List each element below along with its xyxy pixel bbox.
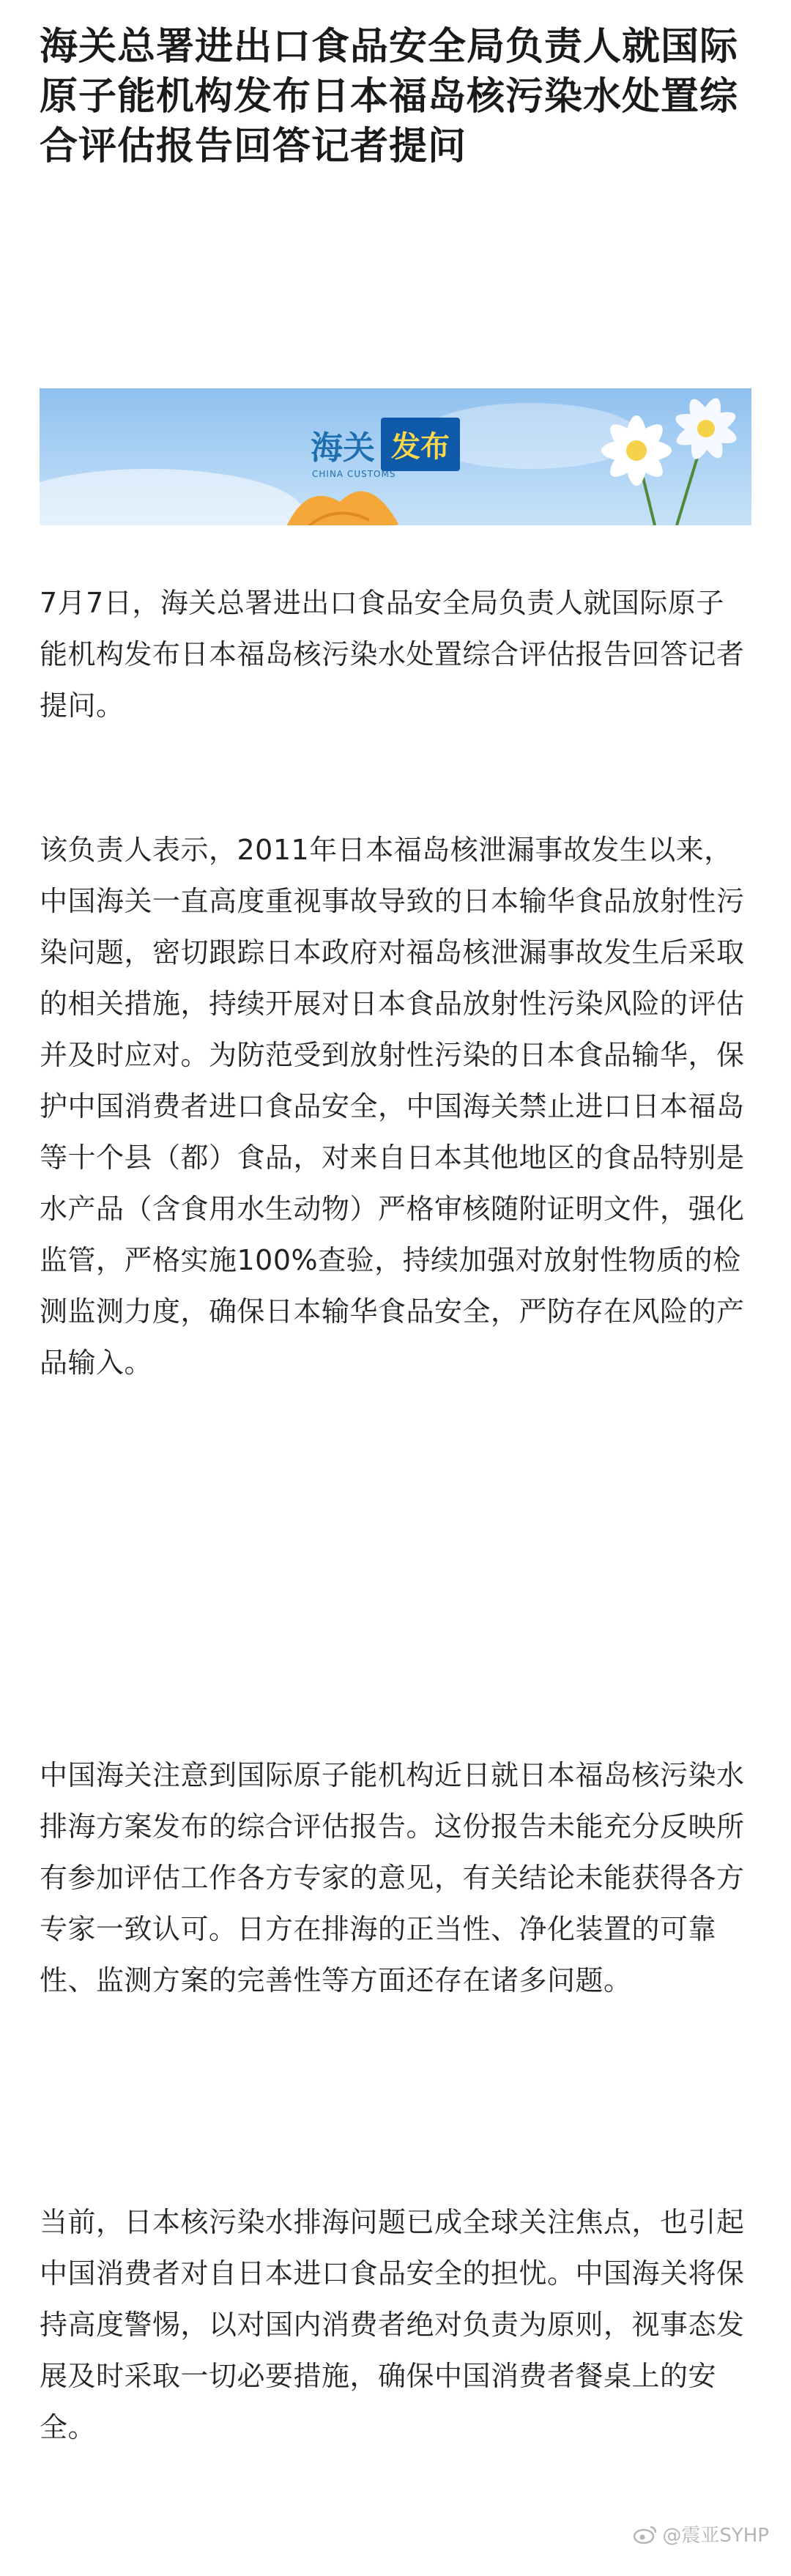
- logo-subtext: CHINA CUSTOMS: [312, 469, 396, 479]
- article: [40, 0, 751, 171]
- article-title: 海关总署进出口食品安全局负责人就国际原子能机构发布日本福岛核污染水处置综合评估报告回答记者提问: [40, 25, 739, 169]
- weibo-icon: [633, 2524, 658, 2544]
- watermark-text: @震亚SYHP: [662, 2525, 769, 2547]
- paragraph-statement: 该负责人表示，2011年日本福岛核泄漏事故发生以来，中国海关一直高度重视事故导致的日本输华食品放射性污染问题，密切跟踪日本政府对福岛核泄漏事故发生后采取的相关措施，持续开展对日本食品放射性污染风险的评估并及时应对。为防范受到放射性污染的日本食品输华，保护中国消费者进口食品安全，中国海关禁止进口日本福岛等十个县（都）食品，对来自日本其他地区的食品特别是水产品（含食用水生动物）严格审核随附证明文件，强化监管，严格实施100%查验，持续加强对放射性物质的检测监测力度，确保日本输华食品安全，严防存在风险的产品输入。: [40, 834, 745, 1379]
- white-daisy-icon: [567, 388, 751, 525]
- paragraph-current: 当前，日本核污染水排海问题已成全球关注焦点，也引起中国消费者对自日本进口食品安全的担忧。中国海关将保持高度警惕，以对国内消费者绝对负责为原则，视事态发展及时采取一切必要措施，确保中国消费者餐桌上的安全。: [40, 2206, 745, 2443]
- customs-logo: [311, 418, 460, 479]
- paragraph-intro: 7月7日，海关总署进出口食品安全局负责人就国际原子能机构发布日本福岛核污染水处置综合评估报告回答记者提问。: [40, 587, 745, 722]
- paragraph-report: 中国海关注意到国际原子能机构近日就日本福岛核污染水排海方案发布的综合评估报告。这份报告未能充分反映所有参加评估工作各方专家的意见，有关结论未能获得各方专家一致认可。日方在排海的正当性、净化装置的可靠性、监测方案的完善性等方面还存在诸多问题。: [40, 1759, 745, 1996]
- logo-text: 海关: [311, 429, 375, 467]
- logo-box: 发布: [381, 418, 460, 471]
- customs-banner-image: [40, 388, 751, 525]
- watermark: [633, 2520, 769, 2547]
